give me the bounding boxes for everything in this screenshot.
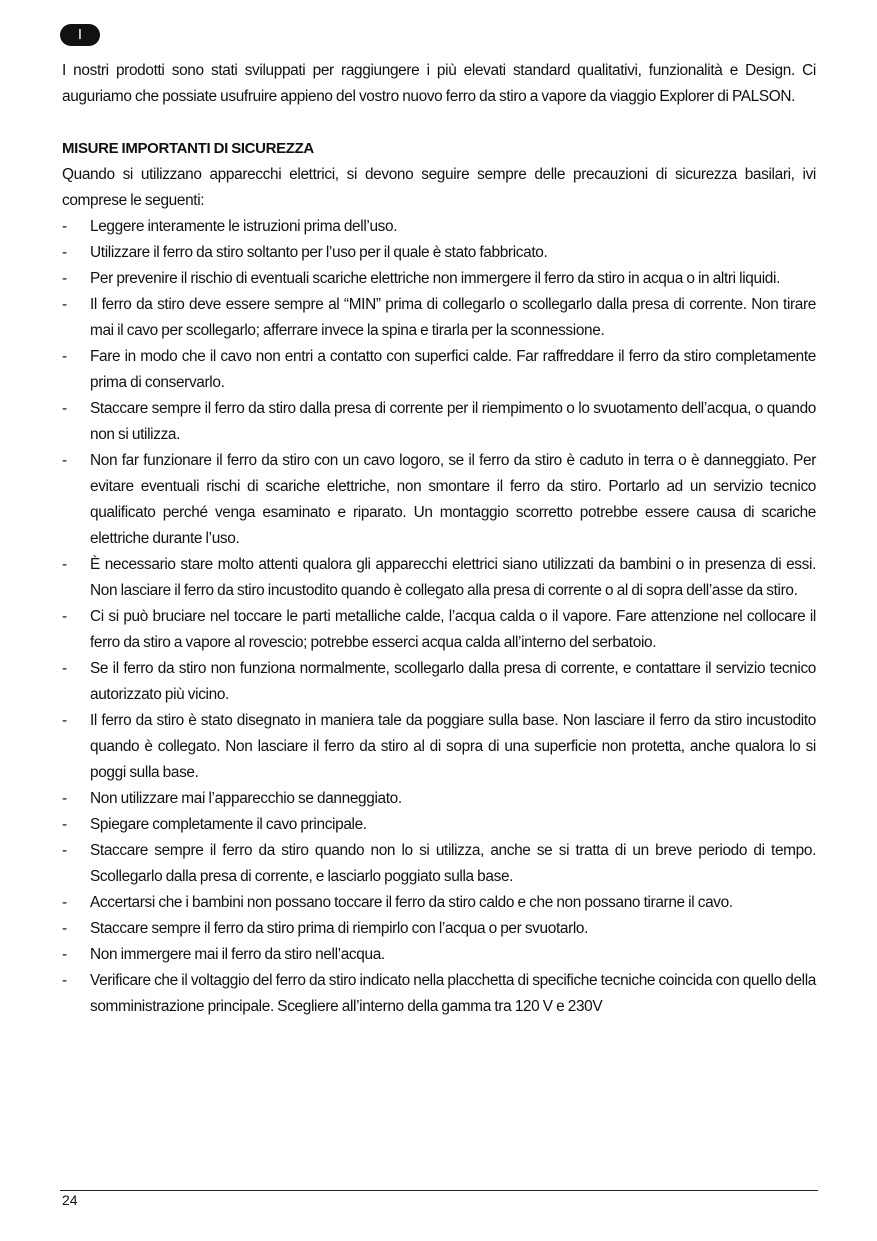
bullet-dash: - (62, 842, 67, 859)
list-item-text: Fare in modo che il cavo non entri a contatto con superfici calde. Far raffreddare il ferro da stiro completamente prima di conservarlo. (90, 348, 816, 391)
bullet-dash: - (62, 660, 67, 677)
safety-lead-paragraph: Quando si utilizzano apparecchi elettrici, si devono seguire sempre delle precauzioni di sicurezza basilari, ivi comprese le seguenti: (62, 166, 816, 209)
intro-paragraph: I nostri prodotti sono stati sviluppati per raggiungere i più elevati standard qualitativi, funzionalità e Design. Ci auguriamo che possiate usufruire appieno del vostro nuovo ferro da stiro a vapore da viaggio Explorer di PALSON. (62, 62, 816, 105)
list-item (62, 604, 816, 656)
bullet-dash: - (62, 296, 67, 313)
bullet-dash: - (62, 400, 67, 417)
bullet-dash: - (62, 972, 67, 989)
bullet-dash: - (62, 790, 67, 807)
page-content (62, 58, 816, 1020)
list-item (62, 344, 816, 396)
list-item (62, 214, 816, 240)
page-number: 24 (62, 1192, 78, 1208)
bullet-dash: - (62, 244, 67, 261)
list-item-text: Accertarsi che i bambini non possano toccare il ferro da stiro caldo e che non possano tirarne il cavo. (90, 894, 733, 911)
list-item (62, 916, 816, 942)
list-item-text: Per prevenire il rischio di eventuali scariche elettriche non immergere il ferro da stiro in acqua o in altri liquidi. (90, 270, 781, 287)
list-item (62, 240, 816, 266)
list-item (62, 968, 816, 1020)
list-item (62, 942, 816, 968)
bullet-dash: - (62, 218, 67, 235)
list-item-text: Non utilizzare mai l’apparecchio se danneggiato. (90, 790, 402, 807)
list-item (62, 812, 816, 838)
bullet-dash: - (62, 556, 67, 573)
list-item (62, 708, 816, 786)
bullet-dash: - (62, 608, 67, 625)
list-item-text: Spiegare completamente il cavo principale. (90, 816, 367, 833)
list-item-text: Verificare che il voltaggio del ferro da stiro indicato nella placchetta di specifiche tecniche coincida con quello della somministrazione principale. Scegliere all’interno della gamma tra 120 V e 230V (90, 972, 816, 1015)
list-item (62, 838, 816, 890)
list-item-text: Staccare sempre il ferro da stiro quando non lo si utilizza, anche se si tratta di un breve periodo di tempo. Scollegarlo dalla presa di corrente, e lasciarlo poggiato sulla base. (90, 842, 816, 885)
bullet-dash: - (62, 920, 67, 937)
list-item (62, 786, 816, 812)
list-item-text: È necessario stare molto attenti qualora gli apparecchi elettrici siano utilizzati da bambini o in presenza di essi. Non lasciare il ferro da stiro incustodito quando è collegato alla presa di corrente o al di sopra dell’asse da stiro. (90, 556, 816, 599)
safety-list (62, 214, 816, 1020)
bullet-dash: - (62, 452, 67, 469)
list-item-text: Leggere interamente le istruzioni prima dell’uso. (90, 218, 398, 235)
bullet-dash: - (62, 348, 67, 365)
bullet-dash: - (62, 270, 67, 287)
list-item (62, 552, 816, 604)
list-item (62, 890, 816, 916)
list-item (62, 292, 816, 344)
footer-divider (60, 1190, 818, 1191)
list-item (62, 448, 816, 552)
list-item (62, 266, 816, 292)
bullet-dash: - (62, 894, 67, 911)
list-item (62, 396, 816, 448)
section-title: MISURE IMPORTANTI DI SICUREZZA (62, 140, 314, 157)
list-item-text: Utilizzare il ferro da stiro soltanto per l’uso per il quale è stato fabbricato. (90, 244, 548, 261)
list-item-text: Non far funzionare il ferro da stiro con un cavo logoro, se il ferro da stiro è caduto in terra o è danneggiato. Per evitare eventuali rischi di scariche elettriche, non smontare il ferro da stiro. Portarlo ad un servizio tecnico qualificato perché venga esaminato e riparato. Un montaggio scorretto potrebbe essere causa di scariche elettriche durante l’uso. (90, 452, 816, 547)
list-item (62, 656, 816, 708)
list-item-text: Staccare sempre il ferro da stiro dalla presa di corrente per il riempimento o lo svuotamento dell’acqua, o quando non si utilizza. (90, 400, 816, 443)
bullet-dash: - (62, 712, 67, 729)
list-item-text: Ci si può bruciare nel toccare le parti metalliche calde, l’acqua calda o il vapore. Fare attenzione nel collocare il ferro da stiro a vapore al rovescio; potrebbe esserci acqua calda all’interno del serbatoio. (90, 608, 816, 651)
list-item-text: Non immergere mai il ferro da stiro nell’acqua. (90, 946, 385, 963)
bullet-dash: - (62, 946, 67, 963)
list-item-text: Se il ferro da stiro non funziona normalmente, scollegarlo dalla presa di corrente, e contattare il servizio tecnico autorizzato più vicino. (90, 660, 816, 703)
bullet-dash: - (62, 816, 67, 833)
list-item-text: Il ferro da stiro è stato disegnato in maniera tale da poggiare sulla base. Non lasciare il ferro da stiro incustodito quando è collegato. Non lasciare il ferro da stiro al di sopra di una superficie non protetta, anche qualora lo si poggi sulla base. (90, 712, 816, 781)
list-item-text: Staccare sempre il ferro da stiro prima di riempirlo con l’acqua o per svuotarlo. (90, 920, 589, 937)
language-badge: I (60, 24, 100, 46)
list-item-text: Il ferro da stiro deve essere sempre al “MIN” prima di collegarlo o scollegarlo dalla presa di corrente. Non tirare mai il cavo per scollegarlo; afferrare invece la spina e tirarla per la sconnessione. (90, 296, 816, 339)
